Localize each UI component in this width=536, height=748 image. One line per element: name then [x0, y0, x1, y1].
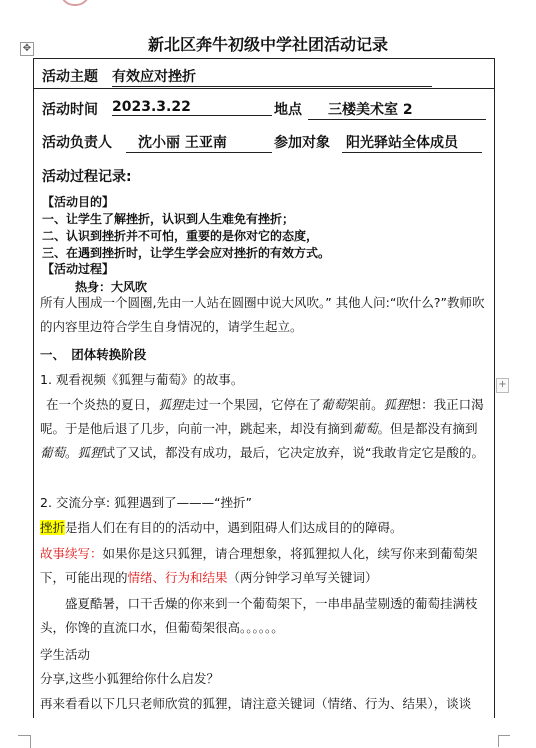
table-move-handle-icon[interactable]: ✥: [20, 42, 34, 56]
leader-value[interactable]: 沈小丽 王亚南: [126, 132, 272, 153]
time-value[interactable]: 2023.3.22: [112, 99, 272, 116]
place-value[interactable]: 三楼美术室 2: [308, 99, 486, 120]
story-text: 在一个炎热的夏日，: [46, 397, 159, 412]
task-paragraph: [40, 542, 490, 590]
theme-label: 活动主题: [42, 69, 98, 85]
step-one: 1. 观看视频《狐狸与葡萄》的故事。: [40, 372, 244, 387]
story-text: 架前。: [346, 397, 384, 412]
story-text: 狐狸: [158, 397, 184, 412]
task-label: 故事续写：: [40, 546, 103, 561]
page-title: 新北区奔牛初级中学社团活动记录: [147, 35, 388, 54]
story-text: 。但是都没有摘到: [377, 421, 478, 436]
story-text: 葡萄: [321, 397, 347, 412]
add-column-button[interactable]: +: [496, 378, 509, 393]
goal-item: 三、在遇到挫折时，让学生学会应对挫折的有效方式。: [42, 246, 331, 260]
student-activity: 学生活动: [40, 647, 91, 662]
story-text: 试了又试，都没有成功，最后，它决定放弃，说“我敢肯定它是酸的。: [102, 445, 485, 460]
page-corner-mark: [498, 735, 510, 736]
task-text: 如果你是这只狐狸，请合理想象，将狐狸拟人化，续写你来到葡萄架下，可能出现的: [40, 546, 478, 585]
story-text: 。: [65, 445, 78, 460]
goal-item: 二、认识到挫折并不可怕，重要的是你对它的态度，: [42, 229, 319, 243]
step-two: 2. 交流分享: 狐狸遇到了———“挫折”: [40, 495, 253, 510]
process-heading: 【活动过程】: [42, 262, 115, 276]
theme-value[interactable]: 有效应对挫折: [112, 66, 432, 87]
participants-value[interactable]: 阳光驿站全体成员: [342, 132, 482, 153]
place-label: 地点: [274, 102, 302, 118]
goal-heading: 【活动目的】: [42, 195, 115, 209]
warmup-text: 所有人围成一个圆圈,先由一人站在圆圈中说大风吹。” 其他人问:“吹什么?”教师吹的内容里边符合学生自身情况的，请学生起立。: [40, 295, 485, 334]
page-corner-mark: [30, 735, 31, 748]
story-text: 葡萄: [40, 445, 66, 460]
page-corner-mark: [498, 735, 499, 747]
story-text: 狐狸: [383, 397, 409, 412]
story-paragraph: [40, 393, 490, 465]
participants-label: 参加对象: [274, 135, 330, 151]
warmup-title: 热身：大风吹: [75, 280, 148, 294]
leader-label: 活动负责人: [42, 135, 112, 151]
definition-text: 是指人们在有目的的活动中，遇到阻碍人们达成目的的障碍。: [65, 520, 403, 535]
goal-item: 一、让学生了解挫折，认识到人生难免有挫折；: [42, 212, 295, 226]
task-note: （两分钟学习单写关键词）: [227, 570, 378, 585]
logo-seal: [60, 0, 90, 6]
story-text: 想：我正口渴呢。于是他后退了几步，向前一冲，跳起来，却没有摘到: [40, 397, 484, 436]
stage-heading: 一、 团体转换阶段: [40, 347, 147, 362]
sample-paragraph: 盛夏酷暑，口干舌燥的你来到一个葡萄架下，一串串晶莹剔透的葡萄挂满枝头，你馋的直流口水，但葡萄架很高。。。。。。: [40, 596, 478, 635]
highlighted-term: 挫折: [40, 520, 66, 535]
story-text: 狐狸: [77, 445, 103, 460]
time-label: 活动时间: [42, 102, 98, 118]
share-question: 分享,这些小狐狸给你什么启发？: [40, 671, 219, 686]
task-keywords: 情绪、行为和结果: [127, 570, 228, 585]
story-text: 葡萄: [352, 421, 378, 436]
record-heading: 活动过程记录:: [42, 169, 132, 185]
story-text: 走过一个果园，它停在了: [183, 397, 322, 412]
last-line: 再来看看以下几只老师欣赏的狐狸，请注意关键词（情绪、行为、结果），谈谈: [40, 696, 472, 711]
page-corner-mark: [18, 735, 30, 736]
definition-line: [40, 516, 490, 540]
